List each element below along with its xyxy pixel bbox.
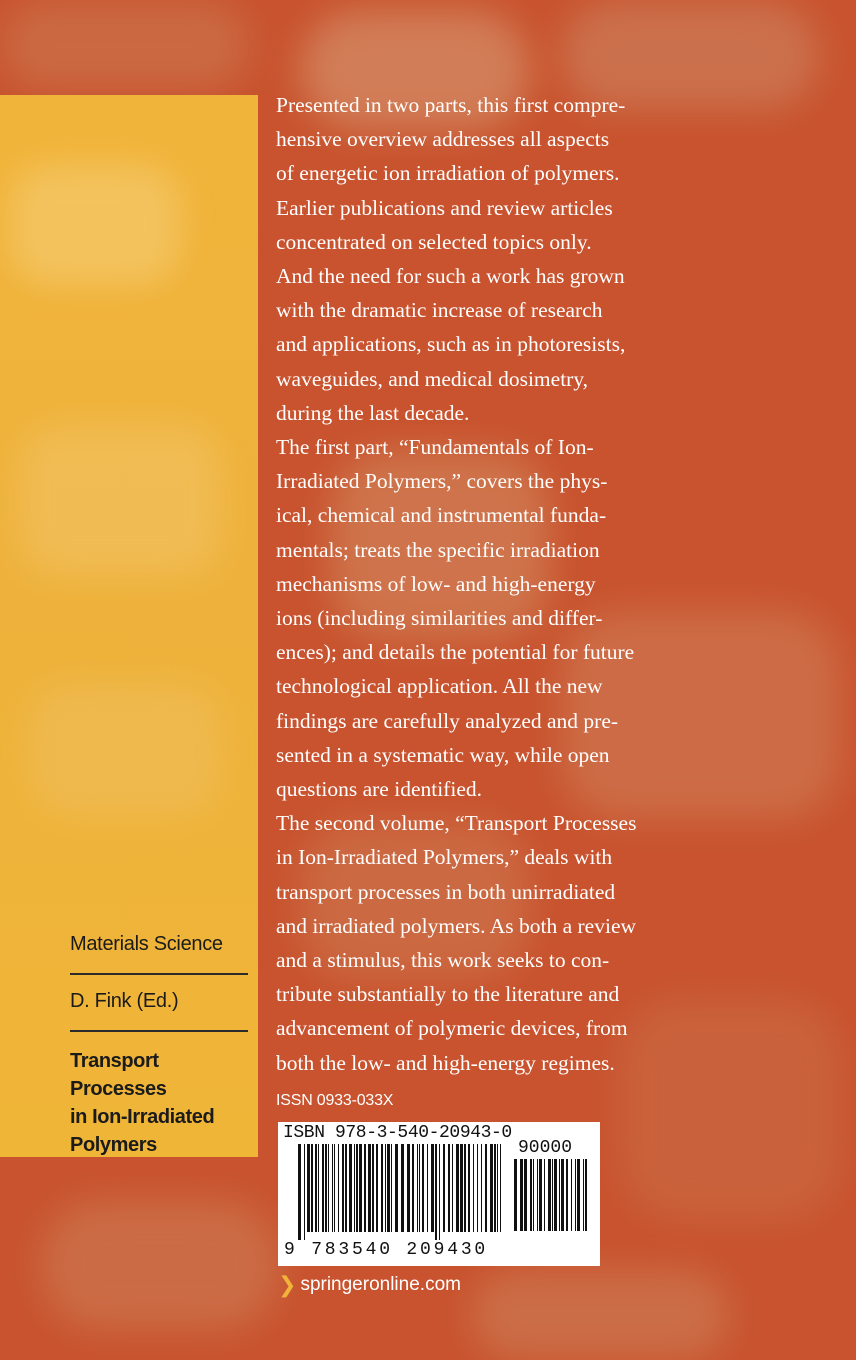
barcode-bar bbox=[443, 1144, 445, 1232]
blurb-line: sented in a systematic way, while open bbox=[276, 742, 610, 767]
barcode-bar bbox=[359, 1144, 362, 1232]
barcode-bar bbox=[332, 1144, 333, 1232]
issn-label: ISSN 0933-033X bbox=[276, 1092, 394, 1109]
barcode-bar bbox=[391, 1144, 392, 1232]
barcode-bar bbox=[368, 1144, 371, 1232]
barcode-bar bbox=[481, 1144, 482, 1232]
barcode-bar bbox=[448, 1144, 450, 1232]
barcode-bar bbox=[456, 1144, 459, 1232]
barcode-bar bbox=[544, 1159, 545, 1231]
barcode-bar bbox=[575, 1159, 576, 1231]
barcode-bar bbox=[561, 1159, 564, 1231]
barcode-bar bbox=[318, 1144, 319, 1232]
blurb-line: questions are identified. bbox=[276, 777, 482, 802]
barcode-bar bbox=[431, 1144, 434, 1232]
barcode-bar bbox=[524, 1159, 527, 1231]
barcode-bar bbox=[356, 1144, 358, 1232]
ean-digits: 9 783540 209430 bbox=[284, 1240, 489, 1260]
barcode-bar bbox=[452, 1144, 453, 1232]
blurb-line: during the last decade. bbox=[276, 400, 470, 425]
barcode-bar bbox=[419, 1144, 420, 1232]
barcode-bar bbox=[464, 1144, 466, 1232]
barcode-bar bbox=[552, 1159, 553, 1231]
series-title: Materials Science bbox=[70, 933, 223, 955]
barcode-bar bbox=[387, 1144, 390, 1232]
blurb-line: mentals; treats the specific irradiation bbox=[276, 537, 600, 562]
blurb-line: Earlier publications and review articles bbox=[276, 195, 613, 220]
blurb-line: in Ion-Irradiated Polymers,” deals with bbox=[276, 845, 613, 870]
barcode-bar bbox=[566, 1159, 568, 1231]
barcode-bar bbox=[381, 1144, 383, 1232]
barcode-bar bbox=[328, 1144, 329, 1232]
barcode-bar bbox=[468, 1144, 470, 1232]
divider bbox=[70, 1030, 248, 1032]
barcode-bar bbox=[307, 1144, 310, 1232]
ean-bars bbox=[298, 1144, 503, 1240]
blurb-line: waveguides, and medical dosimetry, bbox=[276, 366, 589, 391]
barcode-bar bbox=[412, 1144, 414, 1232]
divider bbox=[70, 973, 248, 975]
blurb-line: ions (including similarities and differ- bbox=[276, 606, 603, 631]
barcode-bar bbox=[559, 1159, 560, 1231]
barcode-bar bbox=[376, 1144, 378, 1232]
barcode-bar bbox=[494, 1144, 496, 1232]
back-cover-blurb bbox=[276, 88, 676, 1080]
blurb-line: technological application. All the new bbox=[276, 674, 603, 699]
barcode-bar bbox=[439, 1144, 440, 1240]
barcode-bar bbox=[500, 1144, 501, 1232]
barcode-bar bbox=[497, 1144, 498, 1232]
barcode-bar bbox=[577, 1159, 580, 1231]
barcode-bar bbox=[485, 1144, 487, 1232]
blurb-line: and applications, such as in photoresists, bbox=[276, 332, 626, 357]
blurb-line: The first part, “Fundamentals of Ion- bbox=[276, 435, 594, 460]
blurb-line: Irradiated Polymers,” covers the phys- bbox=[276, 469, 608, 494]
barcode-bar bbox=[304, 1144, 305, 1240]
blurb-line: The second volume, “Transport Processes bbox=[276, 811, 637, 836]
barcode-bar bbox=[537, 1159, 538, 1231]
barcode-bar bbox=[585, 1159, 587, 1231]
blurb-line: Presented in two parts, this first compre- bbox=[276, 93, 626, 117]
barcode-bar bbox=[364, 1144, 366, 1232]
editor-name: D. Fink (Ed.) bbox=[70, 990, 179, 1012]
blurb-line: advancement of polymeric devices, from bbox=[276, 1016, 628, 1041]
barcode-bar bbox=[354, 1144, 355, 1232]
blurb-line: both the low- and high-energy regimes. bbox=[276, 1050, 615, 1075]
chevron-right-icon: ❯ bbox=[278, 1272, 297, 1297]
barcode-bar bbox=[338, 1144, 339, 1232]
publisher-url-text: springeronline.com bbox=[300, 1274, 461, 1295]
barcode-bar bbox=[460, 1144, 463, 1232]
barcode-bar bbox=[349, 1144, 352, 1232]
barcode-bar bbox=[539, 1159, 542, 1231]
barcode-bar bbox=[342, 1144, 344, 1232]
barcode-bar bbox=[298, 1144, 301, 1240]
blurb-line: concentrated on selected topics only. bbox=[276, 229, 592, 254]
book-title-line: Transport Processes bbox=[70, 1050, 167, 1100]
isbn-label: ISBN 978-3-540-20943-0 bbox=[283, 1123, 512, 1143]
barcode-bar bbox=[548, 1159, 551, 1231]
barcode-bar bbox=[372, 1144, 374, 1232]
blurb-line: and irradiated polymers. As both a review bbox=[276, 913, 637, 938]
blurb-line: with the dramatic increase of research bbox=[276, 298, 603, 323]
barcode-bar bbox=[473, 1144, 474, 1232]
barcode-bar bbox=[334, 1144, 335, 1232]
blurb-line: And the need for such a work has grown bbox=[276, 264, 625, 289]
blurb-line: findings are carefully analyzed and pre- bbox=[276, 708, 619, 733]
blurb-line: hensive overview addresses all aspects bbox=[276, 127, 610, 152]
barcode-bar bbox=[395, 1144, 398, 1232]
book-title bbox=[70, 1047, 248, 1159]
blurb-line: ical, chemical and instrumental funda- bbox=[276, 503, 607, 528]
barcode-bar bbox=[385, 1144, 386, 1232]
barcode-bar bbox=[325, 1144, 327, 1232]
barcode-bar bbox=[571, 1159, 572, 1231]
book-title-line: in Ion-Irradiated bbox=[70, 1106, 215, 1128]
barcode-bar bbox=[530, 1159, 532, 1231]
barcode-bar bbox=[490, 1144, 493, 1232]
barcode-bar bbox=[427, 1144, 428, 1232]
book-title-line: Polymers bbox=[70, 1134, 157, 1156]
barcode-bar bbox=[477, 1144, 478, 1232]
barcode-bar bbox=[407, 1144, 410, 1232]
blurb-line: and a stimulus, this work seeks to con- bbox=[276, 948, 610, 973]
barcode-bar bbox=[520, 1159, 523, 1231]
blurb-line: of energetic ion irradiation of polymers. bbox=[276, 161, 620, 186]
barcode-bar bbox=[435, 1144, 437, 1240]
barcode-bar bbox=[311, 1144, 313, 1232]
barcode bbox=[278, 1122, 600, 1266]
barcode-bar bbox=[401, 1144, 404, 1232]
publisher-url[interactable] bbox=[278, 1272, 461, 1298]
blurb-line: tribute substantially to the literature and bbox=[276, 982, 620, 1007]
barcode-bar bbox=[417, 1144, 418, 1232]
barcode-bar bbox=[422, 1144, 424, 1232]
barcode-bar bbox=[514, 1159, 517, 1231]
blurb-line: mechanisms of low- and high-energy bbox=[276, 571, 596, 596]
barcode-bar bbox=[345, 1144, 347, 1232]
blurb-line: ences); and details the potential for future bbox=[276, 640, 635, 665]
blurb-line: transport processes in both unirradiated bbox=[276, 879, 616, 904]
barcode-bar bbox=[322, 1144, 324, 1232]
addon-bars bbox=[514, 1159, 590, 1239]
barcode-bar bbox=[583, 1159, 584, 1231]
price-code: 90000 bbox=[518, 1138, 573, 1158]
barcode-bar bbox=[315, 1144, 317, 1232]
barcode-bar bbox=[554, 1159, 557, 1231]
barcode-bar bbox=[533, 1159, 534, 1231]
